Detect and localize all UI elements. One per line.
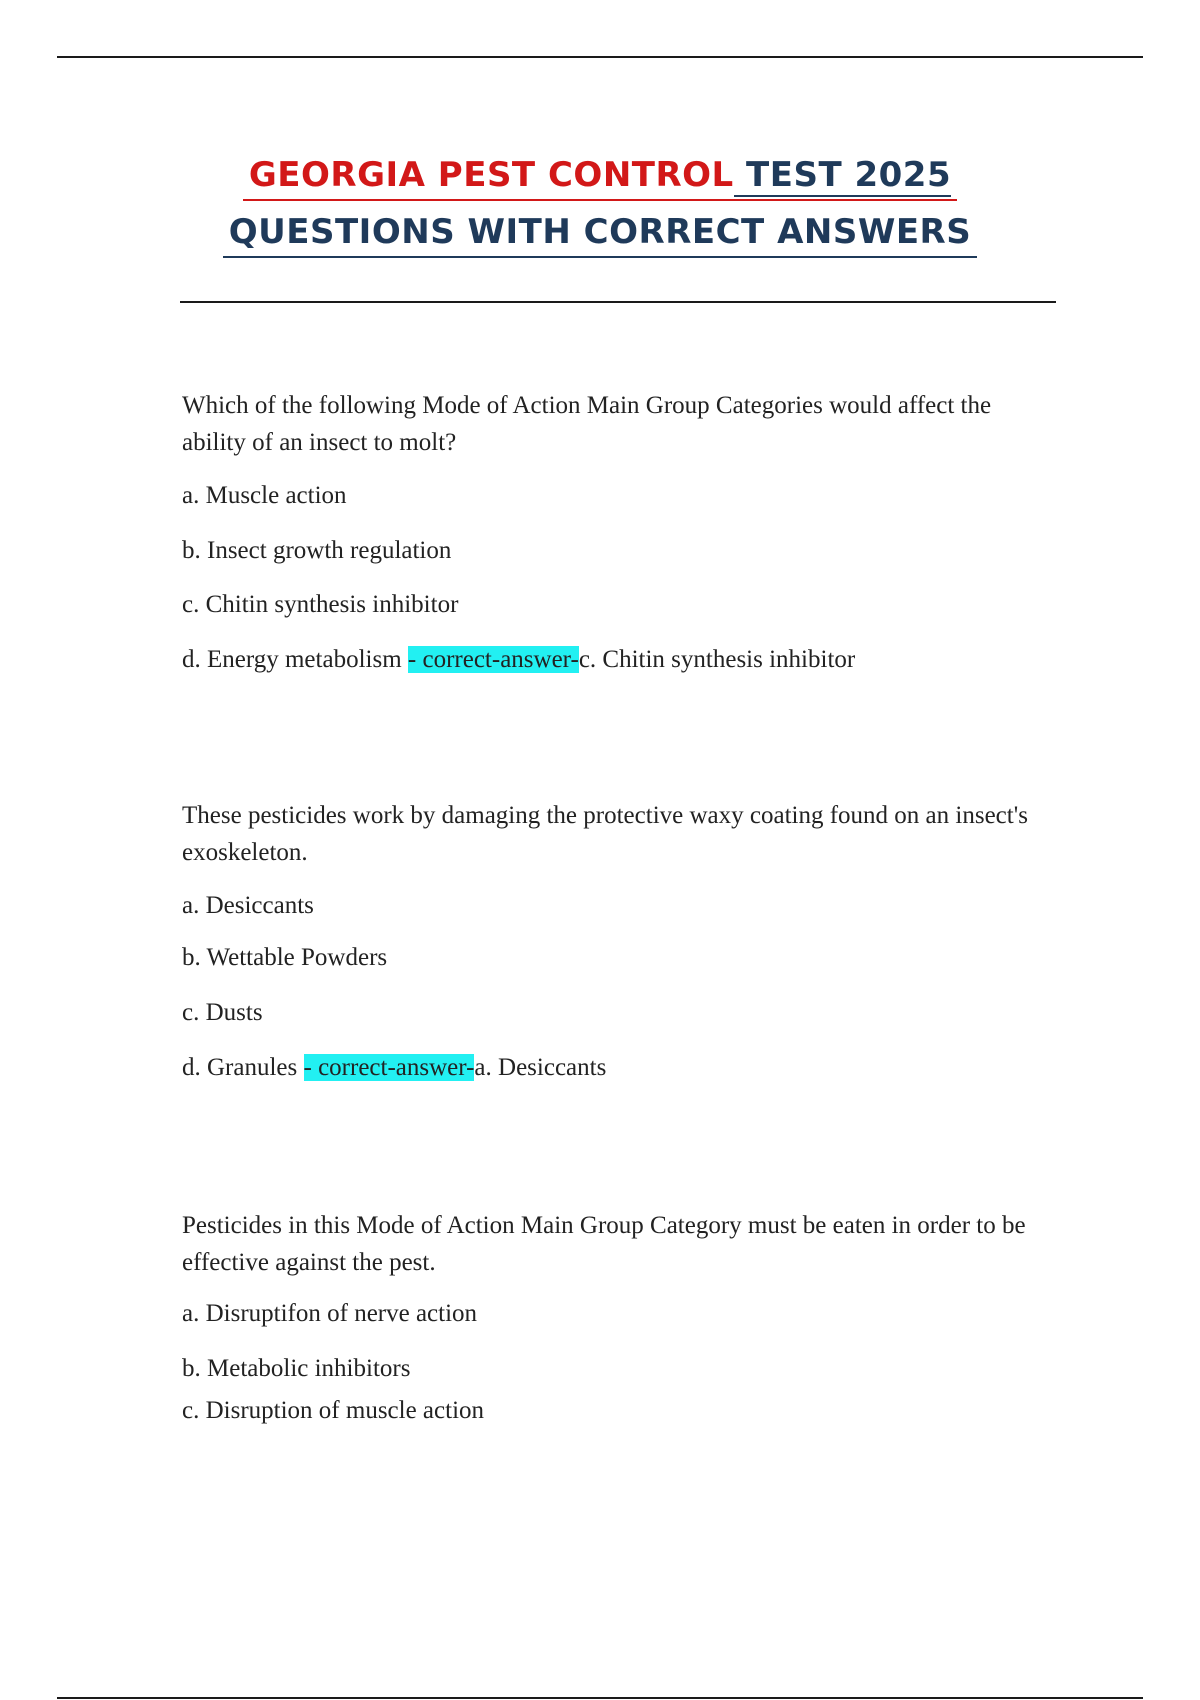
question-3-option-a: a. Disruptifon of nerve action (182, 1300, 478, 1327)
correct-answer-marker: - correct-answer- (303, 1054, 475, 1081)
question-2-option-b: b. Wettable Powders (182, 944, 388, 971)
page-top-rule (57, 56, 1143, 58)
page-bottom-rule (57, 1697, 1143, 1699)
question-2-option-a: a. Desiccants (182, 892, 314, 919)
question-1-option-c: c. Chitin synthesis inhibitor (182, 591, 459, 618)
question-1-option-a: a. Muscle action (182, 482, 347, 509)
question-1-option-d-text: d. Energy metabolism (182, 646, 408, 673)
question-1-answer: c. Chitin synthesis inhibitor (578, 646, 856, 673)
document-title (0, 148, 1200, 262)
question-2-option-d-text: d. Granules (182, 1054, 304, 1081)
question-2-option-d (182, 1053, 606, 1083)
question-1-text: Which of the following Mode of Action Main Group Categories would affect the ability of an insect to molt? (182, 392, 992, 456)
question-1-option-d (182, 645, 855, 675)
question-3-option-b: b. Metabolic inhibitors (182, 1355, 411, 1382)
title-navy-part: TEST 2025 (733, 155, 952, 195)
title-line-1 (243, 151, 957, 201)
question-3-text: Pesticides in this Mode of Action Main Group Category must be eaten in order to be effective against the pest. (182, 1212, 1026, 1276)
question-1-option-b: b. Insect growth regulation (182, 537, 452, 564)
correct-answer-marker: - correct-answer- (407, 646, 579, 673)
title-red-part: GEORGIA PEST CONTROL (248, 155, 734, 195)
title-line-2: QUESTIONS WITH CORRECT ANSWERS (223, 208, 977, 258)
question-2-option-c: c. Dusts (182, 999, 263, 1026)
question-3-option-c: c. Disruption of muscle action (182, 1397, 485, 1424)
question-2-text: These pesticides work by damaging the protective waxy coating found on an insect's exoskeleton. (182, 802, 1028, 866)
title-rule (180, 301, 1056, 303)
question-2-answer: a. Desiccants (474, 1054, 607, 1081)
